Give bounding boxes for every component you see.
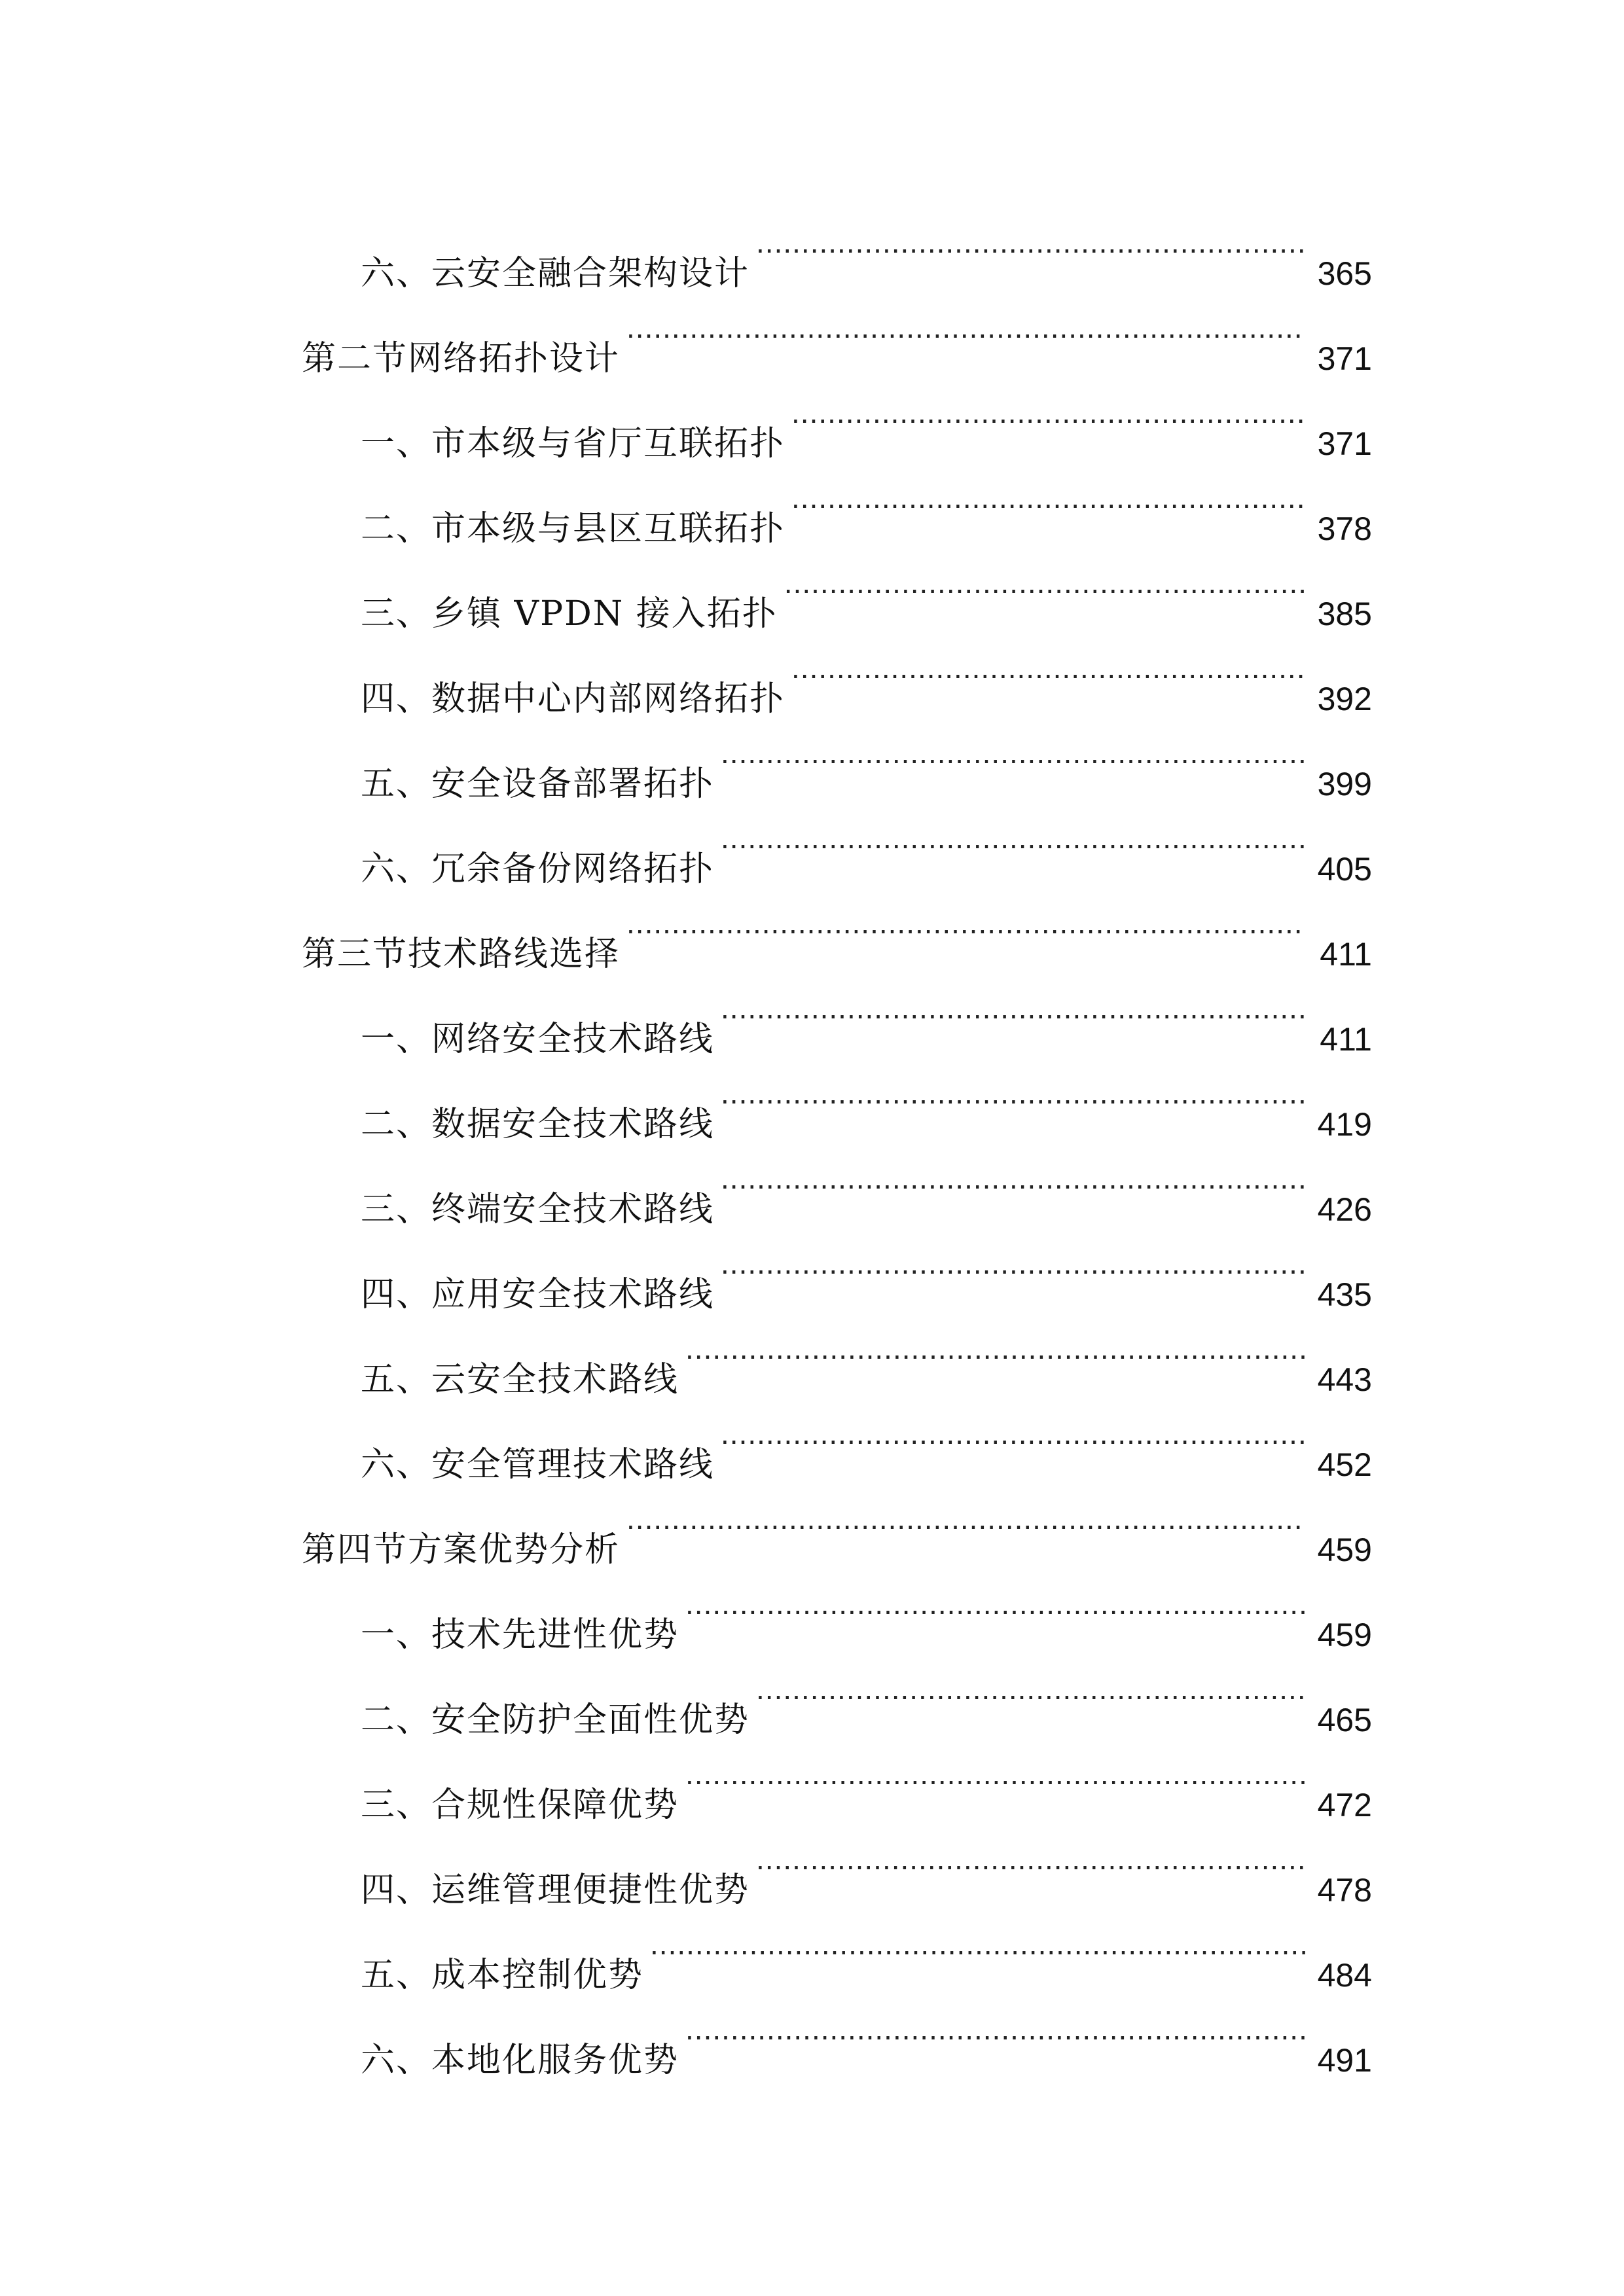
toc-dot-leader	[756, 1646, 1305, 1731]
toc-entry-page-number: 392	[1317, 681, 1372, 717]
toc-entry-title: 五、云安全技术路线	[361, 1360, 679, 1399]
toc-entry-page-number: 399	[1317, 766, 1372, 802]
toc-entry-page-number: 405	[1317, 851, 1372, 888]
toc-dot-leader	[791, 370, 1305, 455]
toc-entry-title: 四、应用安全技术路线	[361, 1275, 715, 1314]
toc-entry-page-number: 478	[1317, 1872, 1372, 1909]
toc-dot-leader	[721, 795, 1305, 880]
toc-dot-leader	[721, 965, 1305, 1050]
toc-dot-leader	[685, 1306, 1305, 1391]
toc-entry-title: 四、运维管理便捷性优势	[361, 1871, 750, 1910]
toc-entry-title: 六、安全管理技术路线	[361, 1445, 715, 1484]
toc-dot-leader	[784, 540, 1305, 625]
toc-entry-page-number: 371	[1317, 425, 1372, 462]
toc-entry-title: 二、安全防护全面性优势	[361, 1700, 750, 1740]
toc-entry-page-number: 435	[1317, 1276, 1372, 1313]
toc-entry-page-number: 472	[1317, 1787, 1372, 1823]
toc-entry-title: 第二节网络拓扑设计	[302, 339, 621, 378]
toc-entry-page-number: 426	[1317, 1191, 1372, 1228]
toc-dot-leader	[791, 455, 1305, 540]
toc-entry-title: 五、成本控制优势	[361, 1956, 644, 1995]
toc-dot-leader	[650, 1901, 1305, 1986]
toc-dot-leader	[791, 625, 1305, 710]
toc-dot-leader	[721, 1050, 1305, 1136]
toc-dot-leader	[626, 1476, 1305, 1561]
toc-dot-leader	[626, 285, 1305, 370]
toc-entry-title: 四、数据中心内部网络拓扑	[361, 679, 785, 719]
toc-entry-title: 三、乡镇 VPDN 接入拓扑	[361, 594, 778, 634]
toc-dot-leader	[626, 880, 1305, 965]
toc-entry-page-number: 365	[1317, 255, 1372, 292]
toc-dot-leader	[685, 1561, 1305, 1646]
toc-entry-page-number: 484	[1317, 1957, 1372, 1994]
toc-entry-title: 一、技术先进性优势	[361, 1615, 679, 1655]
toc-entry-title: 第四节方案优势分析	[302, 1530, 621, 1570]
toc-dot-leader	[685, 1986, 1305, 2072]
toc-entry-page-number: 443	[1317, 1361, 1372, 1398]
toc-entry-page-number: 378	[1317, 511, 1372, 547]
toc-entry-title: 一、市本级与省厅互联拓扑	[361, 424, 785, 463]
toc-entry-page-number: 419	[1317, 1106, 1372, 1143]
toc-dot-leader	[721, 1136, 1305, 1221]
toc-entry-title: 一、网络安全技术路线	[361, 1020, 715, 1059]
toc-entry-title: 三、合规性保障优势	[361, 1785, 679, 1825]
toc-entry-title: 六、冗余备份网络拓扑	[361, 850, 715, 889]
toc-entry-title: 三、终端安全技术路线	[361, 1190, 715, 1229]
toc-entry-page-number: 452	[1317, 1446, 1372, 1483]
toc-entry-title: 六、本地化服务优势	[361, 2041, 679, 2080]
toc-entry-title: 第三节技术路线选择	[302, 935, 621, 974]
toc-entry-page-number: 371	[1317, 340, 1372, 377]
toc-dot-leader	[756, 200, 1305, 285]
toc-dot-leader	[756, 1816, 1305, 1901]
toc-entry-title: 二、数据安全技术路线	[361, 1105, 715, 1144]
toc-entry-page-number: 385	[1317, 596, 1372, 632]
toc-entry-page-number: 459	[1317, 1532, 1372, 1568]
toc-dot-leader	[721, 1391, 1305, 1476]
toc-entry-page-number: 491	[1317, 2042, 1372, 2079]
toc-entry-page-number: 411	[1320, 936, 1372, 973]
toc-entry-page-number: 465	[1317, 1702, 1372, 1738]
toc-entry[interactable]	[302, 200, 1372, 293]
toc-entry-title: 五、安全设备部署拓扑	[361, 764, 715, 804]
toc-dot-leader	[721, 710, 1305, 795]
toc-dot-leader	[685, 1731, 1305, 1816]
toc-entry-title: 二、市本级与县区互联拓扑	[361, 509, 785, 548]
table-of-contents	[302, 200, 1372, 2080]
toc-dot-leader	[721, 1221, 1305, 1306]
toc-entry-page-number: 411	[1320, 1021, 1372, 1058]
toc-entry-title: 六、云安全融合架构设计	[361, 254, 750, 293]
toc-entry-page-number: 459	[1317, 1617, 1372, 1653]
